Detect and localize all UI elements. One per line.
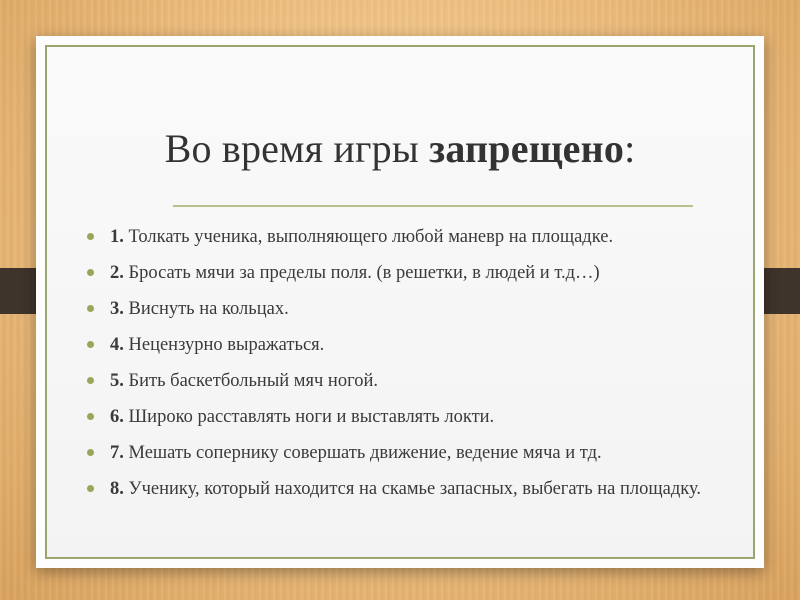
slide-frame bbox=[45, 45, 755, 559]
rule-number: 6. bbox=[110, 407, 124, 427]
rule-item-5 bbox=[81, 371, 721, 391]
title-divider bbox=[173, 205, 693, 207]
bullet-icon bbox=[87, 413, 94, 420]
rule-item-6 bbox=[81, 407, 721, 427]
rule-text: Виснуть на кольцах. bbox=[128, 299, 289, 319]
rule-number: 2. bbox=[110, 263, 124, 283]
bullet-icon bbox=[87, 485, 94, 492]
title-colon: : bbox=[624, 126, 636, 171]
rule-text: Мешать сопернику совершать движение, ведение мяча и тд. bbox=[128, 443, 602, 463]
rule-item-7 bbox=[81, 443, 721, 463]
bullet-icon bbox=[87, 269, 94, 276]
rule-number: 4. bbox=[110, 335, 124, 355]
rule-number: 5. bbox=[110, 371, 124, 391]
rule-item-4 bbox=[81, 335, 721, 355]
bullet-icon bbox=[87, 305, 94, 312]
rule-item-1 bbox=[81, 227, 721, 247]
rule-number: 1. bbox=[110, 227, 124, 247]
rules-list bbox=[81, 227, 721, 515]
title-bold: запрещено bbox=[429, 126, 625, 171]
rule-item-3 bbox=[81, 299, 721, 319]
slide bbox=[36, 36, 764, 568]
rule-item-8 bbox=[81, 479, 721, 499]
bullet-icon bbox=[87, 377, 94, 384]
title-regular: Во время игры bbox=[164, 126, 419, 171]
rule-number: 8. bbox=[110, 479, 124, 499]
rule-number: 3. bbox=[110, 299, 124, 319]
bullet-icon bbox=[87, 233, 94, 240]
rule-text: Широко расставлять ноги и выставлять локти. bbox=[128, 407, 495, 427]
rule-text: Ученику, который находится на скамье запасных, выбегать на площадку. bbox=[128, 479, 702, 499]
bullet-icon bbox=[87, 449, 94, 456]
rule-text: Нецензурно выражаться. bbox=[128, 335, 325, 355]
rule-text: Бросать мячи за пределы поля. (в решетки, в людей и т.д…) bbox=[128, 263, 600, 283]
bullet-icon bbox=[87, 341, 94, 348]
rule-text: Бить баскетбольный мяч ногой. bbox=[128, 371, 378, 391]
rule-number: 7. bbox=[110, 443, 124, 463]
rule-item-2 bbox=[81, 263, 721, 283]
rule-text: Толкать ученика, выполняющего любой маневр на площадке. bbox=[128, 227, 614, 247]
slide-title bbox=[47, 125, 753, 172]
